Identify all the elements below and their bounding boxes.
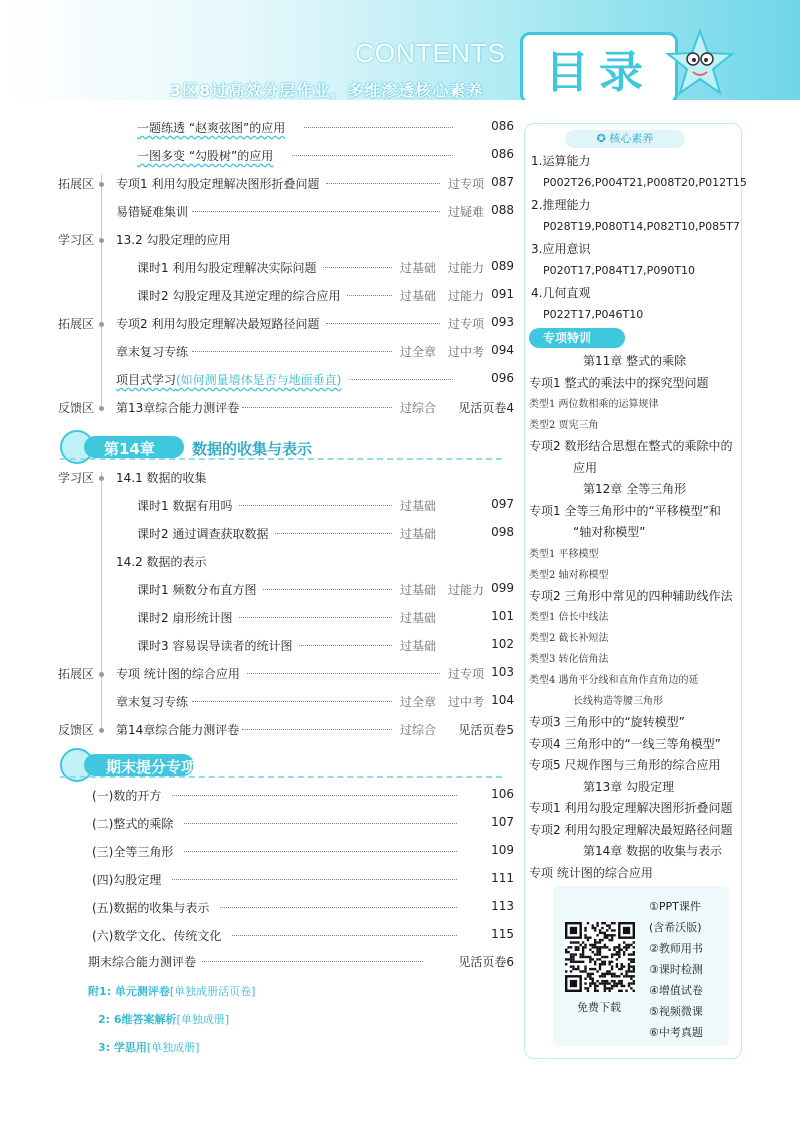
toc-row[interactable] xyxy=(0,259,520,279)
page-number: 见活页卷5 xyxy=(458,723,514,737)
level-tag: 过专项 xyxy=(448,667,485,681)
special-item[interactable]: 专项 统计图的综合应用 xyxy=(529,865,653,880)
zone-label: 学习区 xyxy=(58,233,95,247)
page-number: 101 xyxy=(491,609,514,623)
toc-row[interactable] xyxy=(0,787,520,807)
toc-title: (六)数学文化、传统文化 xyxy=(92,929,222,943)
page-number: 098 xyxy=(491,525,514,539)
level-tag: 过中考 xyxy=(448,345,485,359)
toc-row[interactable] xyxy=(0,371,520,391)
level-tag: 过基础 xyxy=(400,499,437,513)
special-type: 类型1 平移模型 xyxy=(529,548,599,560)
leader-dots xyxy=(239,617,392,618)
core-literacy-heading xyxy=(565,130,685,148)
leader-dots xyxy=(275,533,392,534)
download-item: ⑥中考真题 xyxy=(649,1026,703,1039)
toc-title: 第14章综合能力测评卷 xyxy=(116,723,240,737)
page-title: 目录 xyxy=(520,32,678,100)
zone-label: 反馈区 xyxy=(58,401,95,415)
appendix-note: [单独成册活页卷] xyxy=(169,985,256,998)
level-tag: 过能力 xyxy=(448,289,485,303)
special-type: 类型4 遇角平分线和直角作直角边的延 xyxy=(529,675,699,686)
page-number: 093 xyxy=(491,315,514,329)
page-number: 见活页卷4 xyxy=(458,401,514,415)
leader-dots xyxy=(184,823,457,824)
final-review-banner xyxy=(60,754,500,776)
toc-row[interactable] xyxy=(0,721,520,741)
zone-bullet-icon xyxy=(99,476,104,481)
level-tag: 过基础 xyxy=(400,639,437,653)
toc-row[interactable] xyxy=(0,693,520,713)
header-band xyxy=(0,0,800,100)
sidebar-panel xyxy=(524,123,747,1059)
toc-title: 课时2 勾股定理及其逆定理的综合应用 xyxy=(137,289,341,303)
zone-bullet-icon xyxy=(99,322,104,327)
toc-title: (二)整式的乘除 xyxy=(92,817,174,831)
special-item-continued: 应用 xyxy=(573,460,598,475)
toc-title: 课时1 数据有用吗 xyxy=(137,499,233,513)
leader-dots xyxy=(172,795,457,796)
zone-label: 拓展区 xyxy=(58,317,95,331)
leader-dots xyxy=(350,379,453,380)
leader-dots xyxy=(292,155,453,156)
toc-title: 专项2 利用勾股定理解决最短路径问题 xyxy=(116,317,320,331)
star-badge-icon: ✪ xyxy=(596,132,610,145)
toc-row[interactable] xyxy=(0,871,520,891)
toc-title: 14.1 数据的收集 xyxy=(116,471,207,485)
toc-row[interactable] xyxy=(0,287,520,307)
toc-title: 课时3 容易误导读者的统计图 xyxy=(137,639,293,653)
core-literacy-refs: P002T26,P004T21,P008T20,P012T15 xyxy=(543,176,747,189)
leader-dots xyxy=(326,323,440,324)
page-number: 111 xyxy=(491,871,514,885)
zone-bullet-icon xyxy=(99,406,104,411)
special-type-continued: 长线构造等腰三角形 xyxy=(573,696,663,707)
page-number: 115 xyxy=(491,927,514,941)
level-tag: 过基础 xyxy=(400,289,437,303)
leader-dots xyxy=(323,267,392,268)
page-number: 107 xyxy=(491,815,514,829)
special-item[interactable]: 专项2 利用勾股定理解决最短路径问题 xyxy=(529,822,733,837)
toc-title: 13.2 勾股定理的应用 xyxy=(116,233,231,247)
page-number: 091 xyxy=(491,287,514,301)
toc-title: (五)数据的收集与表示 xyxy=(92,901,210,915)
leader-dots xyxy=(192,211,440,212)
page-number: 086 xyxy=(491,147,514,161)
special-type: 类型1 两位数相乘的运算规律 xyxy=(529,399,659,410)
toc-title: 课时2 通过调查获取数据 xyxy=(137,527,269,541)
download-item: ①PPT课件 xyxy=(649,900,701,913)
level-tag: 过能力 xyxy=(448,261,485,275)
leader-dots xyxy=(192,701,392,702)
appendix-text: 学思用 xyxy=(113,1041,147,1054)
special-type: 类型2 截长补短法 xyxy=(529,633,609,644)
leader-dots xyxy=(326,183,440,184)
level-tag: 过能力 xyxy=(448,583,485,597)
core-literacy-label: 2.推理能力 xyxy=(531,198,591,212)
level-tag: 过全章 xyxy=(400,695,437,709)
page-number: 106 xyxy=(491,787,514,801)
toc-title: 一题练透 “赵爽弦图”的应用 xyxy=(137,121,286,135)
zone-label: 反馈区 xyxy=(58,723,95,737)
appendix-number: 2: xyxy=(98,1013,114,1026)
star-mascot-icon xyxy=(665,28,735,98)
toc-row[interactable] xyxy=(0,119,520,139)
zone-bullet-icon xyxy=(99,182,104,187)
zone-label: 学习区 xyxy=(58,471,95,485)
leader-dots xyxy=(299,645,392,646)
toc-row[interactable] xyxy=(0,399,520,419)
download-item: ③课时检测 xyxy=(649,963,703,976)
special-item[interactable]: 专项5 尺规作图与三角形的综合应用 xyxy=(529,758,721,772)
toc-row[interactable] xyxy=(0,231,520,251)
chapter-number: 第14章 xyxy=(104,440,155,458)
toc-title: 14.2 数据的表示 xyxy=(116,555,207,569)
level-tag: 过基础 xyxy=(400,583,437,597)
core-literacy-refs: P028T19,P080T14,P082T10,P085T7 xyxy=(543,220,740,233)
special-chapter: 第13章 勾股定理 xyxy=(583,779,675,794)
leader-dots xyxy=(220,907,457,908)
special-item[interactable]: 专项3 三角形中的“旋转模型” xyxy=(529,715,685,729)
special-chapter: 第11章 整式的乘除 xyxy=(583,354,687,368)
page-number: 099 xyxy=(491,581,514,595)
page-number: 097 xyxy=(491,497,514,511)
leader-dots xyxy=(242,407,392,408)
level-tag: 过基础 xyxy=(400,261,437,275)
toc-row[interactable] xyxy=(0,553,520,573)
level-tag: 过综合 xyxy=(400,401,437,415)
core-literacy-label: 1.运算能力 xyxy=(531,154,591,168)
toc-row[interactable] xyxy=(0,175,520,195)
leader-dots xyxy=(263,589,392,590)
zone-bullet-icon xyxy=(99,672,104,677)
special-item[interactable]: 专项1 整式的乘法中的探究型问题 xyxy=(529,375,709,390)
toc-title: 章末复习专练 xyxy=(116,695,189,709)
leader-dots xyxy=(232,935,457,936)
chapter-title: 数据的收集与表示 xyxy=(192,440,313,458)
toc-row[interactable] xyxy=(0,525,520,545)
special-type: 类型3 转化倍角法 xyxy=(529,654,609,665)
core-literacy-refs: P022T17,P046T10 xyxy=(543,308,644,321)
toc-row[interactable] xyxy=(0,315,520,335)
special-item-continued: “轴对称模型” xyxy=(573,525,646,539)
leader-dots xyxy=(202,961,423,962)
toc-title: 第13章综合能力测评卷 xyxy=(116,401,240,415)
toc-row[interactable] xyxy=(0,843,520,863)
level-tag: 过全章 xyxy=(400,345,437,359)
page-number: 094 xyxy=(491,343,514,357)
chapter-14-banner xyxy=(60,436,500,458)
special-type: 类型2 轴对称模型 xyxy=(529,569,609,581)
toc-title: 项目式学习 xyxy=(116,373,177,387)
page-number: 087 xyxy=(491,175,514,189)
appendix-note: [单独成册] xyxy=(146,1041,200,1054)
appendix-number: 附1: xyxy=(88,985,115,998)
qr-code-icon[interactable] xyxy=(565,922,635,992)
toc-row[interactable] xyxy=(0,665,520,685)
page-number: 088 xyxy=(491,203,514,217)
special-type: 类型2 贾宪三角 xyxy=(529,420,599,431)
leader-dots xyxy=(184,851,457,852)
appendix-note: [单独成册] xyxy=(176,1013,230,1026)
toc-row[interactable] xyxy=(0,469,520,489)
appendix-text: 6维答案解析 xyxy=(113,1013,177,1026)
toc-title: 课时1 频数分布直方图 xyxy=(137,583,257,597)
leader-dots xyxy=(192,351,392,352)
appendix-item xyxy=(98,1011,229,1027)
special-chapter: 第14章 数据的收集与表示 xyxy=(583,844,723,858)
chapter-divider xyxy=(60,776,502,778)
leader-dots xyxy=(242,729,392,730)
toc-row[interactable] xyxy=(0,147,520,167)
core-literacy-label: 4.几何直观 xyxy=(531,286,591,300)
download-item: (含希沃版) xyxy=(649,921,702,934)
toc-title: (四)勾股定理 xyxy=(92,873,162,887)
zone-bullet-icon xyxy=(99,238,104,243)
appendix-number: 3: xyxy=(98,1041,114,1054)
special-chapter: 第12章 全等三角形 xyxy=(583,482,687,496)
leader-dots xyxy=(247,673,440,674)
leader-dots xyxy=(239,505,392,506)
special-type: 类型1 倍长中线法 xyxy=(529,612,609,623)
toc-title: 课时2 扇形统计图 xyxy=(137,611,233,625)
level-tag: 过中考 xyxy=(448,695,485,709)
special-item[interactable]: 专项1 利用勾股定理解决图形折叠问题 xyxy=(529,801,733,815)
section-title: 期末提分专项 xyxy=(106,758,197,776)
download-item: ⑤视频微课 xyxy=(649,1005,703,1018)
toc-row[interactable] xyxy=(0,899,520,919)
core-literacy-refs: P020T17,P084T17,P090T10 xyxy=(543,264,696,277)
toc-row[interactable] xyxy=(0,609,520,629)
appendix-item xyxy=(88,983,255,999)
leader-dots xyxy=(304,127,453,128)
toc-row[interactable] xyxy=(0,953,520,973)
toc-title: (一)数的开方 xyxy=(92,789,162,803)
chapter-divider xyxy=(60,458,502,460)
page-number: 103 xyxy=(491,665,514,679)
zone-label: 拓展区 xyxy=(58,667,95,681)
toc-title: 课时1 利用勾股定理解决实际问题 xyxy=(137,261,317,275)
toc-row[interactable] xyxy=(0,581,520,601)
level-tag: 过专项 xyxy=(448,317,485,331)
page-number: 086 xyxy=(491,119,514,133)
core-literacy-title: 核心素养 xyxy=(609,132,654,145)
appendix-item xyxy=(98,1039,199,1055)
level-tag: 过专项 xyxy=(448,177,485,191)
page-number: 109 xyxy=(491,843,514,857)
level-tag: 过综合 xyxy=(400,723,437,737)
zone-label: 拓展区 xyxy=(58,177,95,191)
toc-title: 专项1 利用勾股定理解决图形折叠问题 xyxy=(116,177,320,191)
download-item: ②教师用书 xyxy=(649,942,703,955)
core-literacy-label: 3.应用意识 xyxy=(531,242,591,256)
appendix-text: 单元测评卷 xyxy=(114,985,170,998)
special-item[interactable]: 专项1 全等三角形中的“平移模型”和 xyxy=(529,503,721,518)
slogan: 3区8过高效分层作业，多维渗透核心素养 xyxy=(170,81,484,100)
leader-dots xyxy=(347,295,392,296)
special-training-heading: 专项特训 xyxy=(529,328,625,348)
toc-row[interactable] xyxy=(0,815,520,835)
page-number: 102 xyxy=(491,637,514,651)
leader-dots xyxy=(172,879,457,880)
download-item: ④增值试卷 xyxy=(649,984,703,997)
page-number: 113 xyxy=(491,899,514,913)
toc-row[interactable] xyxy=(0,203,520,223)
toc-title: 专项 统计图的综合应用 xyxy=(116,667,240,681)
toc-title: 一图多变 “勾股树”的应用 xyxy=(137,149,274,163)
special-item[interactable]: 专项4 三角形中的“一线三等角模型” xyxy=(529,736,721,751)
page-number: 096 xyxy=(491,371,514,385)
page-number: 104 xyxy=(491,693,514,707)
special-item[interactable]: 专项2 数形结合思想在整式的乘除中的 xyxy=(529,439,733,453)
toc-row[interactable] xyxy=(0,927,520,947)
toc-title: (三)全等三角形 xyxy=(92,845,174,859)
download-label: 免费下载 xyxy=(577,1001,621,1014)
project-subtitle: (如何测量墙体是否与地面垂直) xyxy=(176,373,342,387)
level-tag: 过基础 xyxy=(400,527,437,541)
zone-bullet-icon xyxy=(99,728,104,733)
toc-row[interactable] xyxy=(0,497,520,517)
contents-heading: CONTENTS xyxy=(355,38,506,68)
toc-title: 章末复习专练 xyxy=(116,345,189,359)
toc-title: 期末综合能力测评卷 xyxy=(88,955,197,969)
level-tag: 过疑难 xyxy=(448,205,485,219)
level-tag: 过基础 xyxy=(400,611,437,625)
toc-title: 易错疑难集训 xyxy=(116,205,189,219)
special-item[interactable]: 专项2 三角形中常见的四种辅助线作法 xyxy=(529,588,733,603)
page-number: 089 xyxy=(491,259,514,273)
toc-row[interactable] xyxy=(0,637,520,657)
toc-row[interactable] xyxy=(0,343,520,363)
page-number: 见活页卷6 xyxy=(458,955,514,969)
